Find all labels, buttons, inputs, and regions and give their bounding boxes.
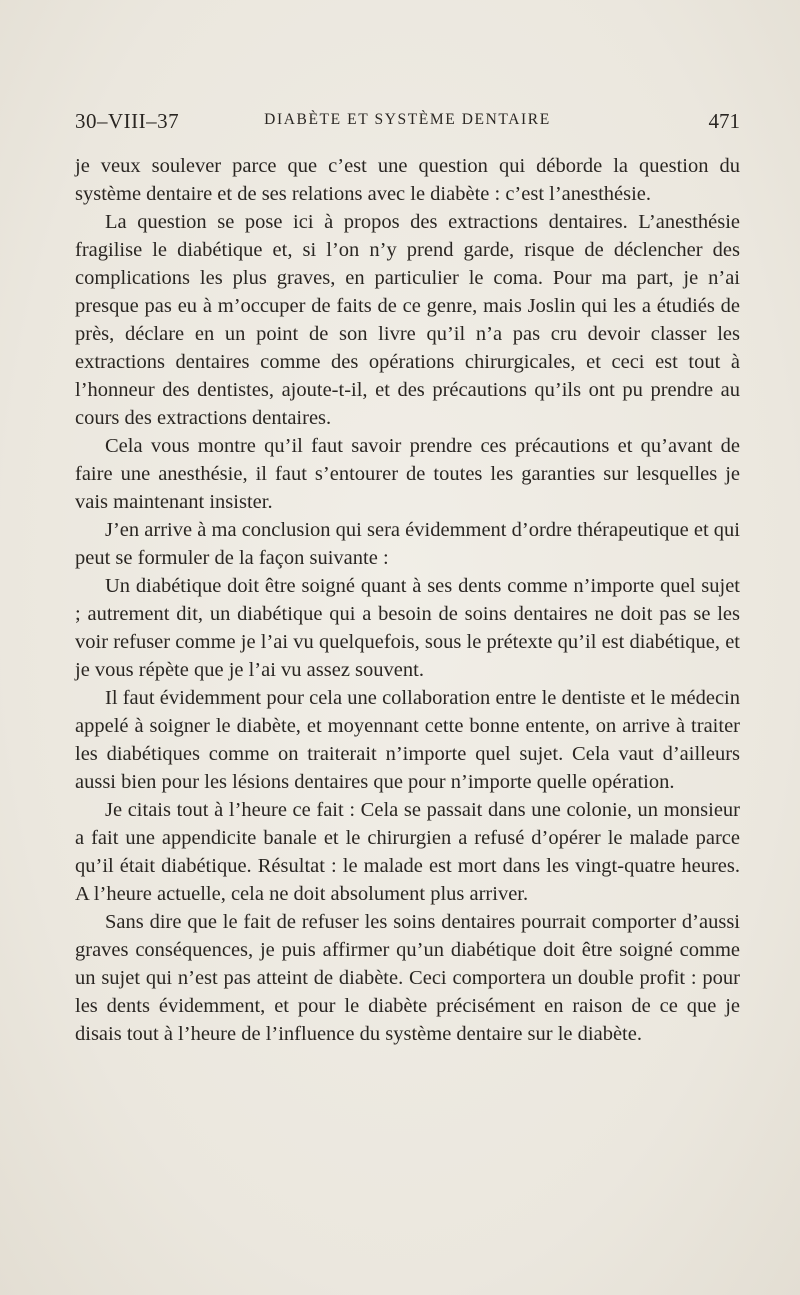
paragraph: Cela vous montre qu’il faut savoir prendre ces précautions et qu’avant de faire une anesthésie, il faut s’entourer de toutes les garanties sur lesquelles je vais maintenant insister. <box>75 435 740 513</box>
paragraph: J’en arrive à ma conclusion qui sera évidemment d’ordre thérapeutique et qui peut se formuler de la façon suivante : <box>75 519 740 569</box>
running-head-date: 30–VIII–37 <box>75 109 180 133</box>
paragraph: Sans dire que le fait de refuser les soins dentaires pourrait comporter d’aussi graves conséquences, je puis affirmer qu’un diabétique doit être soigné comme un sujet qui n’est pas atteint de diabète. Ceci comportera un double profit : pour les dents évidemment, et pour le diabète précisément en raison de ce que je disais tout à l’heure de l’influence du système dentaire sur le diabète. <box>75 911 740 1045</box>
paragraph: Il faut évidemment pour cela une collaboration entre le dentiste et le médecin appelé à soigner le diabète, et moyennant cette bonne entente, on arrive à traiter les diabétiques comme on traiterait n’importe quel sujet. Cela vaut d’ailleurs aussi bien pour les lésions dentaires que pour n’importe quelle opération. <box>75 687 740 793</box>
running-head <box>75 105 740 135</box>
page-number: 471 <box>708 109 740 133</box>
running-head-title: DIABÈTE ET SYSTÈME DENTAIRE <box>264 111 551 128</box>
paragraph: je veux soulever parce que c’est une question qui déborde la question du système dentaire et de ses relations avec le diabète : c’est l’anesthésie. <box>75 155 740 205</box>
paragraph: La question se pose ici à propos des extractions dentaires. L’anesthésie fragilise le diabétique et, si l’on n’y prend garde, risque de déclencher des complications les plus graves, en particulier le coma. Pour ma part, je n’ai presque pas eu à m’occuper de faits de ce genre, mais Joslin qui les a étudiés de près, déclare en un point de son livre qu’il n’a pas cru devoir classer les extractions dentaires comme des opérations chirurgicales, et ceci est tout à l’honneur des dentistes, ajoute-t-il, et des précautions qu’ils ont pu prendre au cours des extractions dentaires. <box>75 211 740 429</box>
paragraph: Un diabétique doit être soigné quant à ses dents comme n’importe quel sujet ; autrement dit, un diabétique qui a besoin de soins dentaires ne doit pas se les voir refuser comme je l’ai vu quelquefois, sous le prétexte qu’il est diabétique, et je vous répète que je l’ai vu assez souvent. <box>75 575 740 681</box>
body-text <box>75 152 740 1048</box>
paragraph: Je citais tout à l’heure ce fait : Cela se passait dans une colonie, un monsieur a fait une appendicite banale et le chirurgien a refusé d’opérer le malade parce qu’il était diabétique. Résultat : le malade est mort dans les vingt-quatre heures. A l’heure actuelle, cela ne doit absolument plus arriver. <box>75 799 740 905</box>
